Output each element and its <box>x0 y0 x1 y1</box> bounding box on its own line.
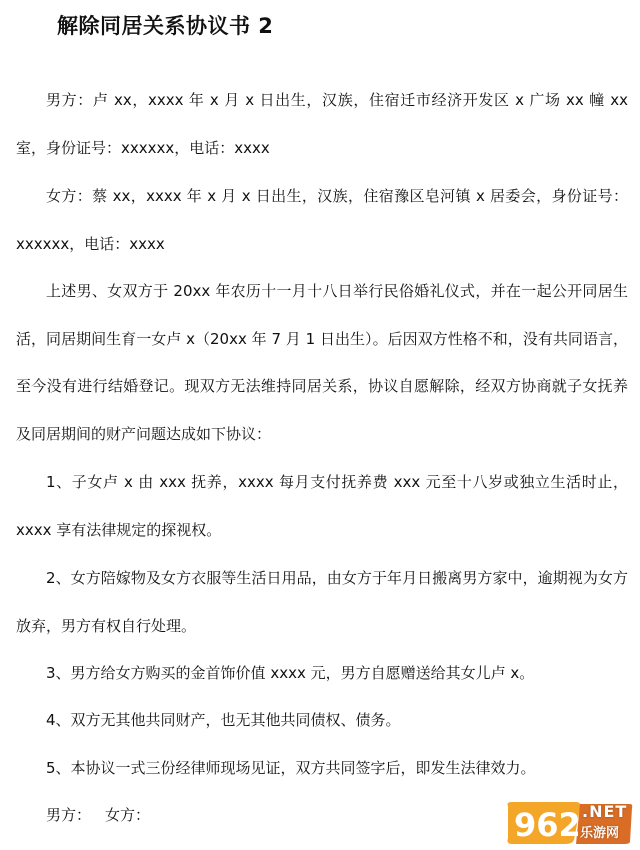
site-watermark <box>504 800 634 846</box>
watermark-logo-number: 962 <box>514 806 581 844</box>
clause-2: 2、女方陪嫁物及女方衣服等生活日用品，由女方于年月日搬离男方家中，逾期视为女方放弃，男方有权自行处理。 <box>16 569 628 635</box>
document-title: 解除同居关系协议书 2 <box>57 14 274 38</box>
clause-5: 5、本协议一式三份经律师现场见证，双方共同签字后，即发生法律效力。 <box>46 759 536 777</box>
clause-1: 1、子女卢 x 由 xxx 抚养，xxxx 每月支付抚养费 xxx 元至十八岁或独立生活时止，xxxx 享有法律规定的探视权。 <box>16 473 628 539</box>
watermark-site-name: 乐游网 <box>580 826 620 841</box>
paragraph-background: 上述男、女双方于 20xx 年农历十一月十八日举行民俗婚礼仪式，并在一起公开同居生活，同居期间生育一女卢 x（20xx 年 7 月 1 日出生）。后因双方性格不和，没有共同语言，至今没有进行结婚登记。现双方无法维持同居关系，协议自愿解除，经双方协商就子女抚养及同居期间的财产问题达成如下协议： <box>16 282 628 443</box>
paragraph-male-party: 男方：卢 xx，xxxx 年 x 月 x 日出生，汉族，住宿迁市经济开发区 x 广场 xx 幢 xx 室，身份证号：xxxxxx，电话：xxxx <box>16 91 628 157</box>
signature-male-label: 男方： <box>46 806 92 824</box>
clause-4: 4、双方无其他共同财产，也无其他共同债权、债务。 <box>46 711 401 729</box>
paragraph-female-party: 女方：蔡 xx，xxxx 年 x 月 x 日出生，汉族，住宿豫区皂河镇 x 居委会，身份证号：xxxxxx，电话：xxxx <box>16 187 628 253</box>
clause-3: 3、男方给女方购买的金首饰价值 xxxx 元，男方自愿赠送给其女儿卢 x。 <box>46 664 535 682</box>
watermark-domain: .NET <box>582 802 628 821</box>
signature-female-label: 女方： <box>105 806 151 824</box>
